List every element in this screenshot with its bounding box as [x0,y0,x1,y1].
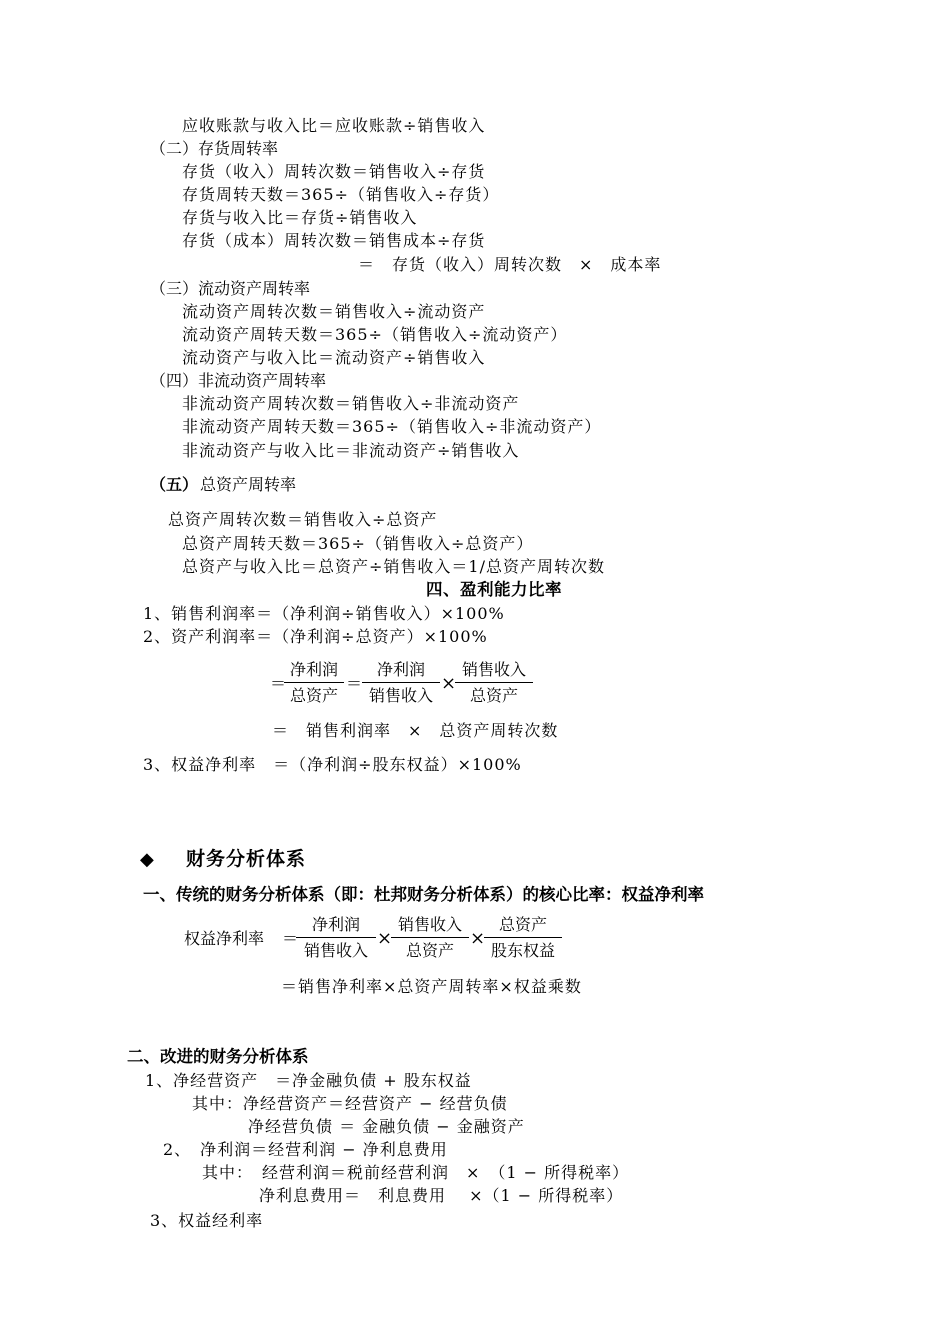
net-operating-liabilities: 净经营负债 ＝ 金融负债 − 金融资产 [248,1117,525,1136]
fraction-denominator: 销售收入 [368,686,433,705]
inventory-turnover-times: 存货（收入）周转次数＝销售收入÷存货 [182,162,486,181]
diamond-bullet-icon: ◆ [140,849,154,870]
analysis-system-heading: 财务分析体系 [186,848,307,870]
net-profit: 2、 净利润＝经营利润 − 净利息费用 [163,1140,448,1159]
noncurrent-asset-turnover-days: 非流动资产周转天数＝365÷（销售收入÷非流动资产） [182,417,602,436]
fraction-numerator: 销售收入 [391,915,469,938]
roe-label: 权益净利率 [184,929,265,948]
equals-sign: ＝ [282,929,299,948]
fraction-denominator: 总资产 [289,686,338,705]
fraction-denominator: 销售收入 [303,941,368,960]
net-operating-assets-detail: 其中：净经营资产＝经营资产 − 经营负债 [192,1094,508,1113]
fraction-profit-over-sales [362,660,440,706]
fraction-sales-over-assets [391,915,469,961]
fraction-numerator: 净利润 [284,660,344,683]
asset-profit-decomposition: ＝ 销售利润率 × 总资产周转次数 [272,721,559,740]
roe-decomposition: ＝销售净利率×总资产周转率×权益乘数 [281,977,582,996]
net-operating-assets: 1、净经营资产 ＝净金融负债 + 股东权益 [145,1071,472,1090]
times-sign: × [441,673,457,694]
total-asset-turnover-heading-number: （五） [150,475,199,494]
current-asset-turnover-days: 流动资产周转天数＝365÷（销售收入÷流动资产） [182,325,568,344]
fraction-denominator: 总资产 [469,686,518,705]
total-asset-turnover-times: 总资产周转次数＝销售收入÷总资产 [168,510,438,529]
fraction-assets-over-equity [484,915,562,961]
inventory-cost-turnover: 存货（成本）周转次数＝销售成本÷存货 [182,231,486,250]
current-asset-turnover-heading: （三）流动资产周转率 [150,279,311,298]
fraction-profit-over-assets [284,660,344,706]
fraction-numerator: 净利润 [296,915,376,938]
fraction-numerator: 销售收入 [455,660,533,683]
asset-profit-margin: 2、资产利润率＝（净利润÷总资产）×100% [143,627,488,646]
receivable-revenue-ratio: 应收账款与收入比＝应收账款÷销售收入 [182,116,486,135]
fraction-denominator: 总资产 [405,941,454,960]
sales-profit-margin: 1、销售利润率＝（净利润÷销售收入）×100% [143,604,505,623]
noncurrent-asset-revenue-ratio: 非流动资产与收入比＝非流动资产÷销售收入 [182,441,520,460]
total-asset-turnover-heading: 总资产周转率 [200,475,297,494]
improved-system-heading: 二、改进的财务分析体系 [127,1047,309,1066]
return-on-equity: 3、权益净利率 ＝（净利润÷股东权益）×100% [143,755,522,774]
inventory-turnover-days: 存货周转天数＝365÷（销售收入÷存货） [182,185,500,204]
inventory-revenue-ratio: 存货与收入比＝存货÷销售收入 [182,208,418,227]
noncurrent-asset-turnover-heading: （四）非流动资产周转率 [150,371,327,390]
current-asset-revenue-ratio: 流动资产与收入比＝流动资产÷销售收入 [182,348,486,367]
profitability-heading: 四、盈利能力比率 [426,580,562,599]
fraction-denominator: 股东权益 [490,941,555,960]
fraction-numerator: 总资产 [484,915,562,938]
total-asset-revenue-ratio: 总资产与收入比＝总资产÷销售收入＝1/总资产周转次数 [182,557,605,576]
inventory-turnover-heading: （二）存货周转率 [150,139,279,158]
fraction-sales-over-assets [455,660,533,706]
inventory-cost-turnover-equiv: ＝ 存货（收入）周转次数 × 成本率 [358,255,662,274]
net-interest-expense: 净利息费用＝ 利息费用 ×（1 − 所得税率） [259,1186,624,1205]
times-sign: × [377,928,393,949]
total-asset-turnover-days: 总资产周转天数＝365÷（销售收入÷总资产） [182,534,534,553]
operating-profit-detail: 其中： 经营利润＝税前经营利润 × （1 − 所得税率） [202,1163,630,1182]
equals-sign: ＝ [270,674,287,693]
dupont-heading: 一、传统的财务分析体系（即：杜邦财务分析体系）的核心比率：权益净利率 [143,885,704,904]
equity-ratio-item: 3、权益经利率 [150,1211,264,1230]
fraction-numerator: 净利润 [362,660,440,683]
noncurrent-asset-turnover-times: 非流动资产周转次数＝销售收入÷非流动资产 [182,394,520,413]
fraction-profit-over-sales [296,915,376,961]
current-asset-turnover-times: 流动资产周转次数＝销售收入÷流动资产 [182,302,486,321]
equals-sign: ＝ [346,674,363,693]
times-sign: × [470,928,486,949]
